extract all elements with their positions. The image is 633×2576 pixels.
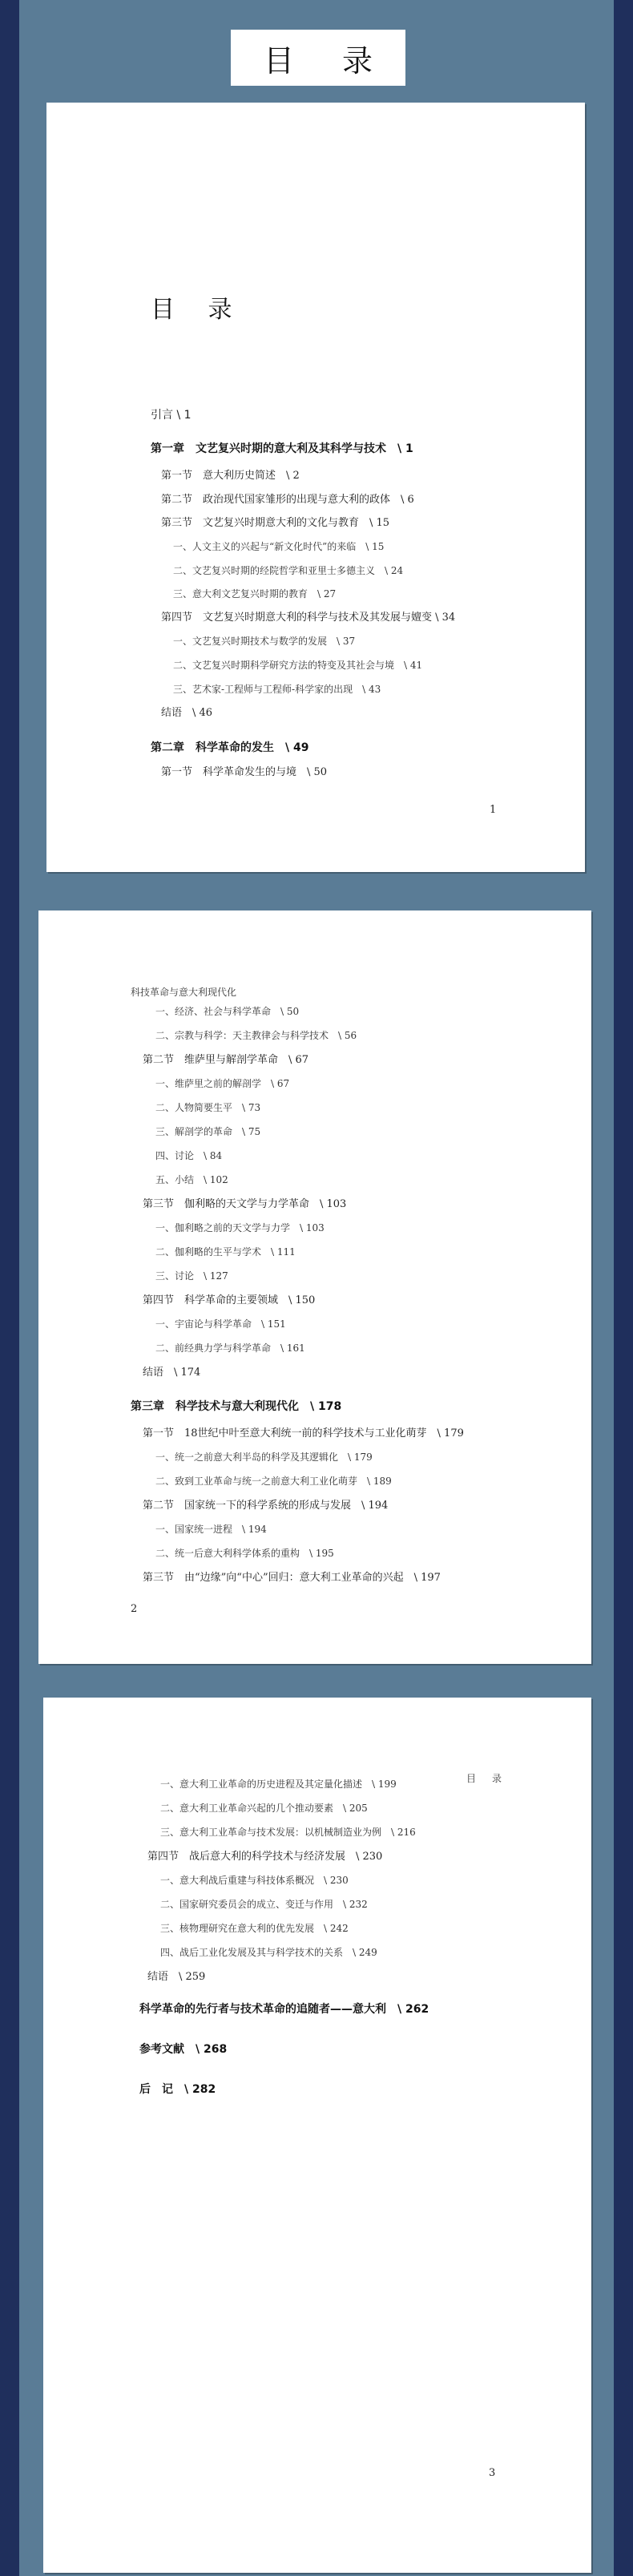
toc-entry: 一、意大利工业革命的历史进程及其定量化描述 \ 199 <box>160 1779 397 1790</box>
toc-entry: 三、核物理研究在意大利的优先发展 \ 242 <box>160 1923 349 1934</box>
toc-section-entry: 第四节 战后意大利的科学技术与经济发展 \ 230 <box>147 1851 383 1863</box>
page-number: 3 <box>489 2467 496 2479</box>
running-head: 目 录 <box>466 1773 506 1784</box>
toc-section-entry: 第二节 国家统一下的科学系统的形成与发展 \ 194 <box>143 1500 389 1512</box>
toc-entry: 二、宗教与科学：天主教律会与科学技术 \ 56 <box>155 1030 357 1041</box>
toc-entry: 五、小结 \ 102 <box>155 1174 228 1185</box>
toc-entry: 引言 \ 1 <box>151 409 192 422</box>
page-3 <box>43 1698 591 2573</box>
toc-entry: 二、文艺复兴时期科学研究方法的特变及其社会与境 \ 41 <box>173 660 423 671</box>
page-number: 2 <box>131 1603 138 1615</box>
toc-entry: 二、人物简要生平 \ 73 <box>155 1102 261 1113</box>
toc-section-entry: 第一节 18世纪中叶至意大利统一前的科学技术与工业化萌芽 \ 179 <box>143 1427 464 1439</box>
contents-banner: 目 录 <box>231 30 405 86</box>
toc-section-entry: 第二节 政治现代国家雏形的出现与意大利的政体 \ 6 <box>161 494 414 506</box>
toc-entry: 一、宇宙论与科学革命 \ 151 <box>155 1318 286 1330</box>
page-number: 1 <box>490 804 497 816</box>
toc-section-entry: 第二节 维萨里与解剖学革命 \ 67 <box>143 1054 309 1066</box>
toc-section-entry: 第三节 由“边缘”向“中心”回归：意大利工业革命的兴起 \ 197 <box>143 1572 441 1584</box>
toc-entry: 三、艺术家-工程师与工程师-科学家的出现 \ 43 <box>173 684 381 695</box>
toc-chapter-entry: 第一章 文艺复兴时期的意大利及其科学与技术 \ 1 <box>151 442 413 455</box>
toc-section-entry: 第一节 意大利历史简述 \ 2 <box>161 470 300 482</box>
toc-entry: 一、人文主义的兴起与“新文化时代”的来临 \ 15 <box>173 541 385 552</box>
page-1 <box>46 103 585 872</box>
toc-heading: 目 录 <box>151 296 245 324</box>
toc-entry: 二、统一后意大利科学体系的重构 \ 195 <box>155 1548 334 1559</box>
page-2 <box>38 910 591 1664</box>
toc-chapter-entry: 科学革命的先行者与技术革命的追随者——意大利 \ 262 <box>139 2003 429 2016</box>
toc-entry: 三、意大利文艺复兴时期的教育 \ 27 <box>173 588 337 600</box>
toc-entry: 一、文艺复兴时期技术与数学的发展 \ 37 <box>173 636 356 647</box>
toc-entry: 一、意大利战后重建与科技体系概况 \ 230 <box>160 1875 349 1886</box>
toc-entry: 二、致到工业革命与统一之前意大利工业化萌芽 \ 189 <box>155 1476 392 1487</box>
toc-entry: 四、讨论 \ 84 <box>155 1150 223 1161</box>
toc-entry: 二、前经典力学与科学革命 \ 161 <box>155 1343 305 1354</box>
toc-chapter-entry: 第三章 科学技术与意大利现代化 \ 178 <box>131 1400 342 1413</box>
toc-section-entry: 第三节 伽利略的天文学与力学革命 \ 103 <box>143 1198 347 1210</box>
toc-entry: 二、国家研究委员会的成立、变迁与作用 \ 232 <box>160 1899 368 1910</box>
running-head: 科技革命与意大利现代化 <box>131 987 237 998</box>
toc-entry: 三、解剖学的革命 \ 75 <box>155 1126 261 1137</box>
toc-chapter-entry: 第二章 科学革命的发生 \ 49 <box>151 741 309 754</box>
toc-section-entry: 第一节 科学革命发生的与境 \ 50 <box>161 766 328 778</box>
toc-entry: 一、伽利略之前的天文学与力学 \ 103 <box>155 1222 325 1233</box>
toc-entry: 一、维萨里之前的解剖学 \ 67 <box>155 1078 290 1089</box>
toc-entry: 一、经济、社会与科学革命 \ 50 <box>155 1006 300 1017</box>
toc-section-entry: 第四节 文艺复兴时期意大利的科学与技术及其发展与嬗变 \ 34 <box>161 612 456 624</box>
toc-entry: 结语 \ 46 <box>161 707 213 719</box>
toc-entry: 二、意大利工业革命兴起的几个推动要素 \ 205 <box>160 1803 368 1814</box>
toc-entry: 结语 \ 259 <box>147 1971 206 1983</box>
toc-entry: 二、文艺复兴时期的经院哲学和亚里士多德主义 \ 24 <box>173 565 404 576</box>
toc-entry: 二、伽利略的生平与学术 \ 111 <box>155 1246 296 1258</box>
toc-entry: 三、意大利工业革命与技术发展：以机械制造业为例 \ 216 <box>160 1827 416 1838</box>
toc-entry: 一、国家统一进程 \ 194 <box>155 1524 267 1535</box>
toc-entry: 结语 \ 174 <box>143 1367 201 1379</box>
toc-section-entry: 第三节 文艺复兴时期意大利的文化与教育 \ 15 <box>161 517 390 529</box>
toc-entry: 三、讨论 \ 127 <box>155 1270 228 1282</box>
toc-chapter-entry: 参考文献 \ 268 <box>139 2043 228 2056</box>
toc-entry: 一、统一之前意大利半岛的科学及其逻辑化 \ 179 <box>155 1452 373 1463</box>
toc-chapter-entry: 后 记 \ 282 <box>139 2083 216 2096</box>
toc-section-entry: 第四节 科学革命的主要领域 \ 150 <box>143 1294 316 1306</box>
toc-entry: 四、战后工业化发展及其与科学技术的关系 \ 249 <box>160 1947 377 1958</box>
